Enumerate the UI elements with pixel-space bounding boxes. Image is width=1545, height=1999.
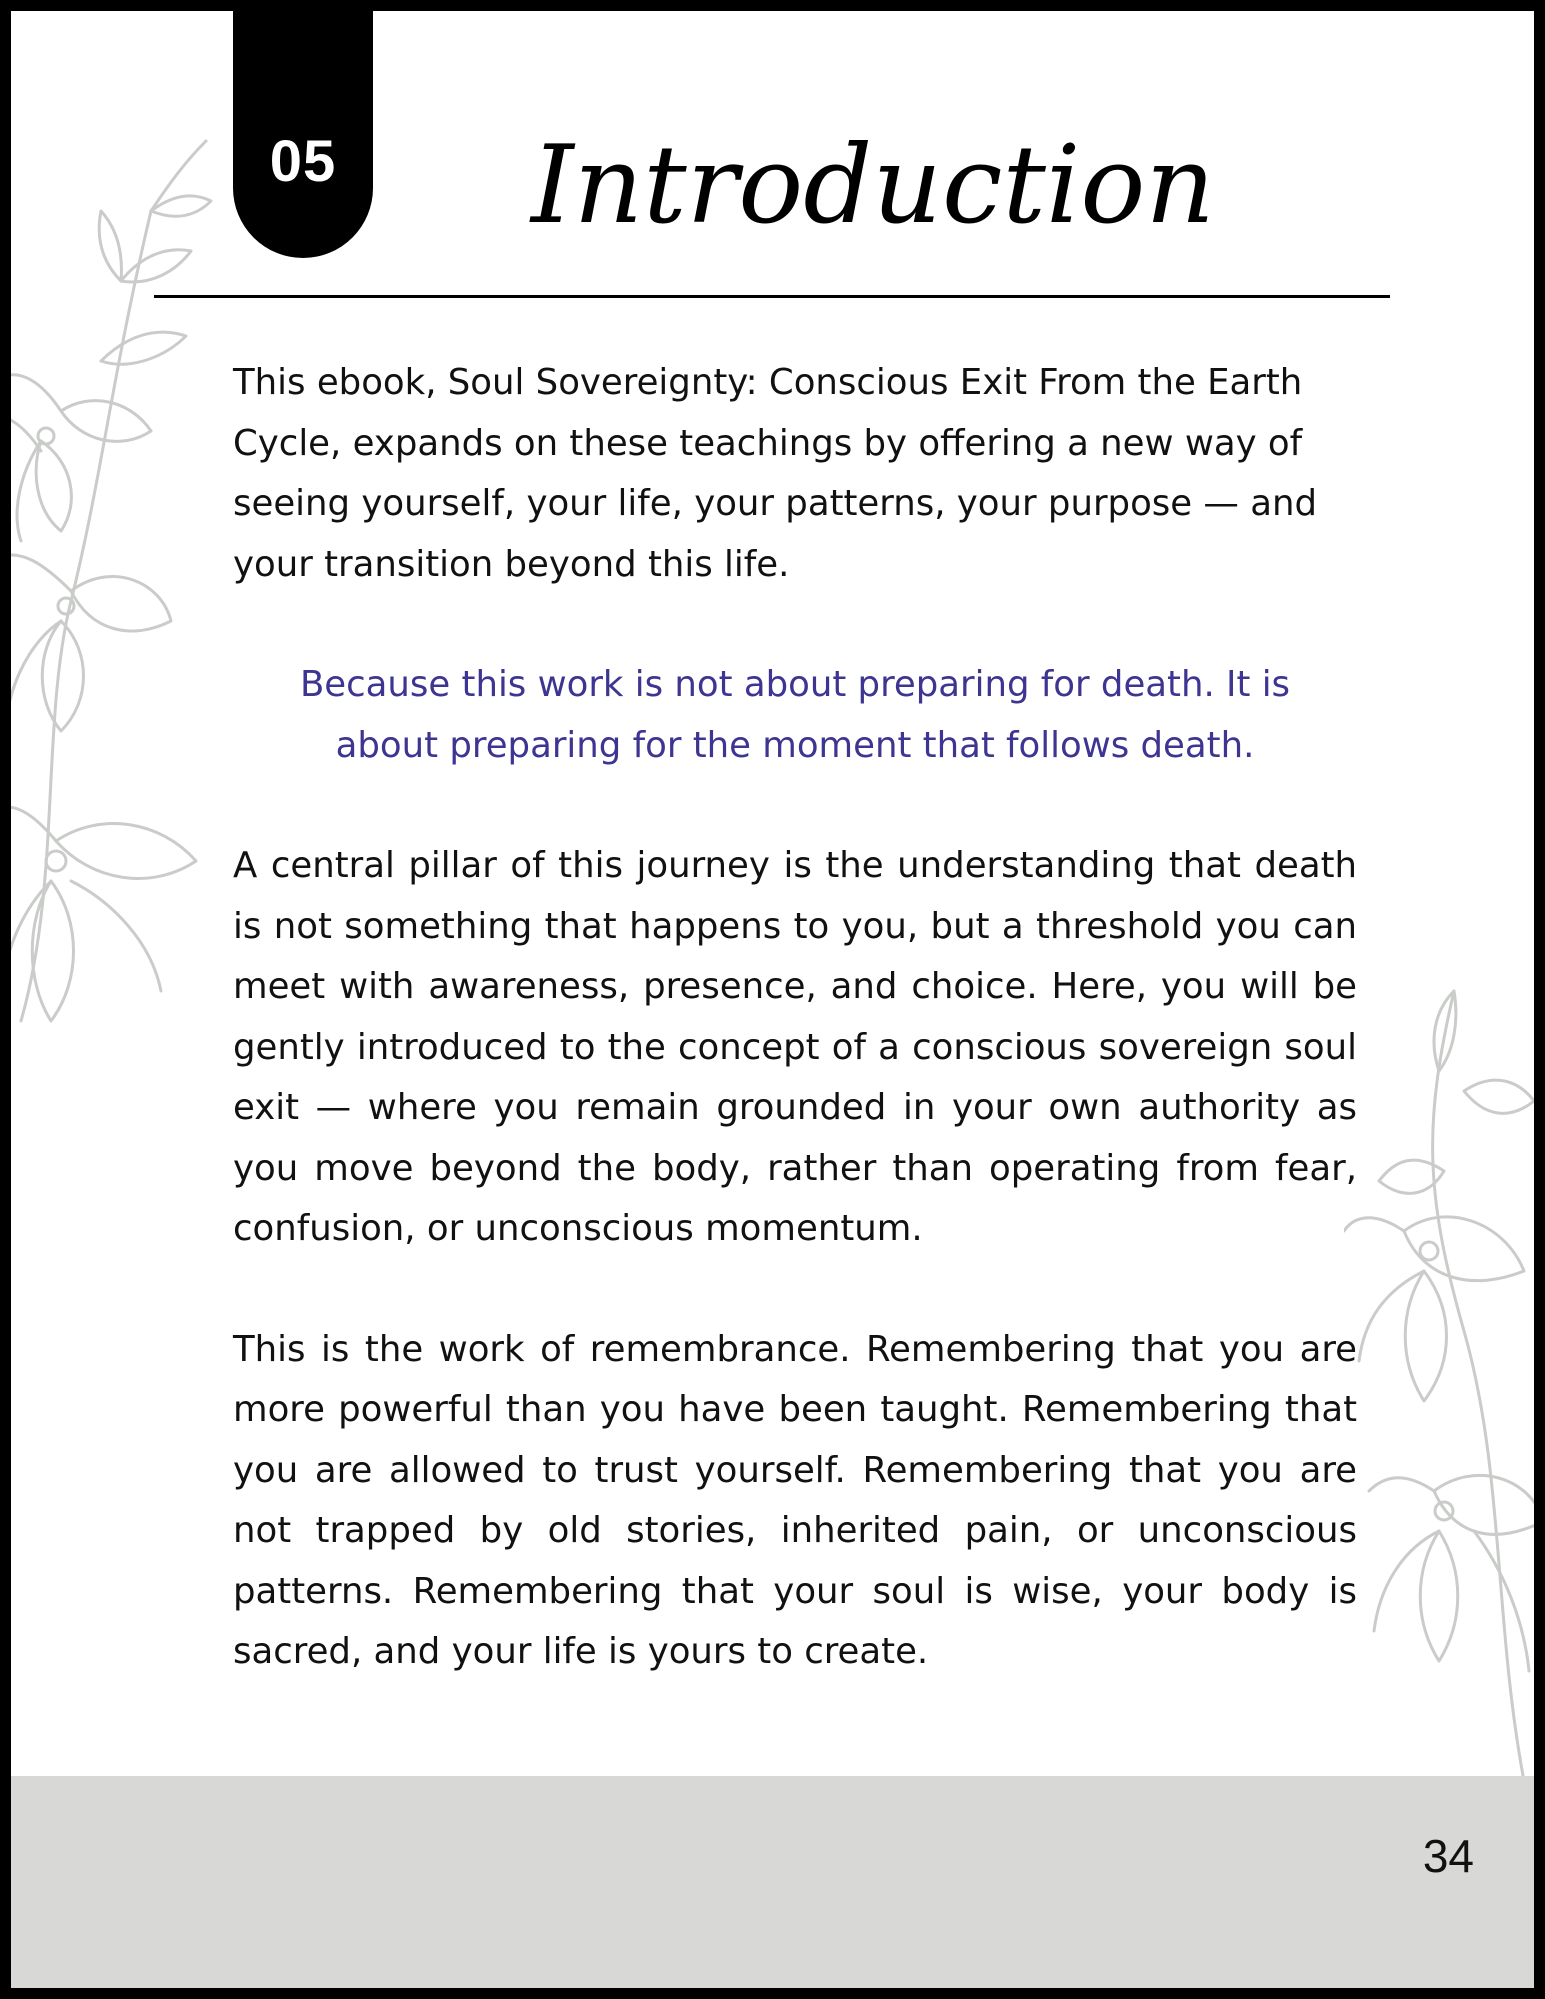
footer-band	[11, 1776, 1534, 1999]
chapter-title: Introduction	[531, 123, 1215, 248]
title-divider	[154, 295, 1390, 298]
floral-decoration-left	[1, 121, 231, 1041]
chapter-number: 05	[269, 129, 337, 194]
paragraph-central-pillar: A central pillar of this journey is the understanding that death is not something that happens to you, but a threshold you can meet with awareness, presence, and choice. Here, you will be gently introduced to the concept of a conscious sovereign soul exit — where you remain grounded in your own authority as you move beyond the body, rather than operating from fear, confusion, or unconscious momentum.	[233, 845, 1357, 1249]
floral-decoration-right	[1344, 971, 1544, 1791]
page-number: 34	[1422, 1830, 1474, 1882]
highlight-quote: Because this work is not about preparing for death. It is about preparing for the moment that follows death.	[299, 664, 1291, 766]
paragraph-intro: This ebook, Soul Sovereignty: Conscious Exit From the Earth Cycle, expands on these teachings by offering a new way of seeing yourself, your life, your patterns, your purpose — and your transition beyond this life.	[233, 362, 1317, 585]
paragraph-remembrance: This is the work of remembrance. Remembering that you are more powerful than you have been taught. Remembering that you are allowed to trust yourself. Remembering that you are not trapped by old stories, inherited pain, or unconscious patterns. Remembering that your soul is wise, your body is sacred, and your life is yours to create.	[233, 1328, 1357, 1672]
chapter-tab	[233, 0, 373, 258]
body-text	[233, 353, 1357, 1683]
